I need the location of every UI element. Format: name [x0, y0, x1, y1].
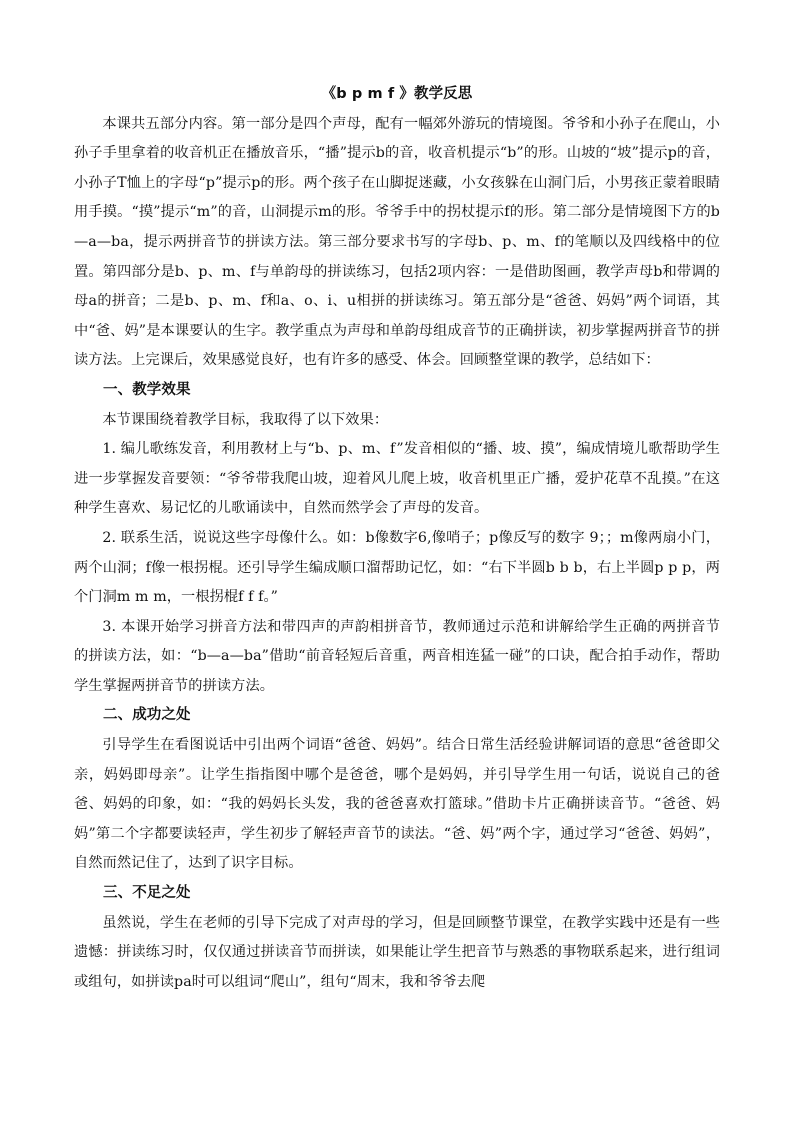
intro-paragraph: 本课共五部分内容。第一部分是四个声母，配有一幅郊外游玩的情境图。爷爷和小孙子在爬山，小孙子手里拿着的收音机正在播放音乐，“播”提示b的音，收音机提示“b”的形。山坡的“坡”提示p的音，小孙子T恤上的字母“p”提示p的形。两个孩子在山脚捉迷藏，小女孩躲在山洞门后，小男孩正蒙着眼睛用手摸。“摸”提示“m”的音，山洞提示m的形。爷爷手中的拐杖提示f的形。第二部分是情境图下方的b—a—ba，提示两拼音节的拼读方法。第三部分要求书写的字母b、p、m、f的笔顺以及四线格中的位置。第四部分是b、p、m、f与单韵母的拼读练习，包括2项内容：一是借助图画，教学声母b和带调的母a的拼音；二是b、p、m、f和a、o、i、u相拼的拼读练习。第五部分是“爸爸、妈妈”两个词语，其中“爸、妈”是本课要认的生字。教学重点为声母和单韵母组成音节的正确拼读，初步掌握两拼音节的拼读方法。上完课后，效果感觉良好，也有许多的感受、体会。回顾整堂课的教学，总结如下： [74, 115, 720, 369]
document-body [74, 80, 720, 997]
section1-lead: 本节课围绕着教学目标，我取得了以下效果： [102, 411, 389, 428]
section1-item-2: 2. 联系生活，说说这些字母像什么。如：b像数字6,像哨子；p像反写的数字 9；；m像两扇小门，两个山洞；f像一根拐棍。还引导学生编成顺口溜帮助记忆，如：“右下半圆b b b，右上半圆p p p，两个门洞m m m，一根拐棍f f f。” [74, 529, 720, 606]
document-title: 《b p m f 》教学反思 [321, 86, 473, 102]
section1-item-3: 3. 本课开始学习拼音方法和带四声的声韵相拼音节，教师通过示范和讲解给学生正确的两拼音节的拼读方法，如：“b—a—ba”借助“前音轻短后音重，两音相连猛一碰”的口诀，配合拍手动作，帮助学生掌握两拼音节的拼读方法。 [74, 618, 720, 694]
section-heading-success: 二、成功之处 [103, 707, 191, 724]
section2-body: 引导学生在看图说话中引出两个词语“爸爸、妈妈”。结合日常生活经验讲解词语的意思“爸爸即父亲，妈妈即母亲”。让学生指指图中哪个是爸爸，哪个是妈妈，并引导学生用一句话，说说自己的爸爸、妈妈的印象，如：“我的妈妈长头发，我的爸爸喜欢打篮球。”借助卡片正确拼读音节。“爸爸、妈妈”第二个字都要读轻声，学生初步了解轻声音节的读法。“爸、妈”两个字，通过学习“爸爸、妈妈”，自然而然记住了，达到了识字目标。 [74, 737, 720, 872]
section1-item-1: 1. 编儿歌练发音，利用教材上与“b、p、m、f”发音相似的“播、坡、摸”，编成情境儿歌帮助学生进一步掌握发音要领：“爷爷带我爬山坡，迎着风儿爬上坡，收音机里正广播，爱护花草不乱摸。”在这种学生喜欢、易记忆的儿歌诵读中，自然而然学会了声母的发音。 [74, 441, 720, 517]
section-heading-teaching-effect: 一、教学效果 [103, 381, 191, 398]
section-heading-shortcomings: 三、不足之处 [103, 885, 191, 902]
section3-body: 虽然说，学生在老师的引导下完成了对声母的学习，但是回顾整节课堂，在教学实践中还是有一些遗憾：拼读练习时，仅仅通过拼读音节而拼读，如果能让学生把音节与熟悉的事物联系起来，进行组词或组句，如拼读pa时可以组词“爬山”，组句“周末，我和爷爷去爬 [74, 914, 720, 990]
